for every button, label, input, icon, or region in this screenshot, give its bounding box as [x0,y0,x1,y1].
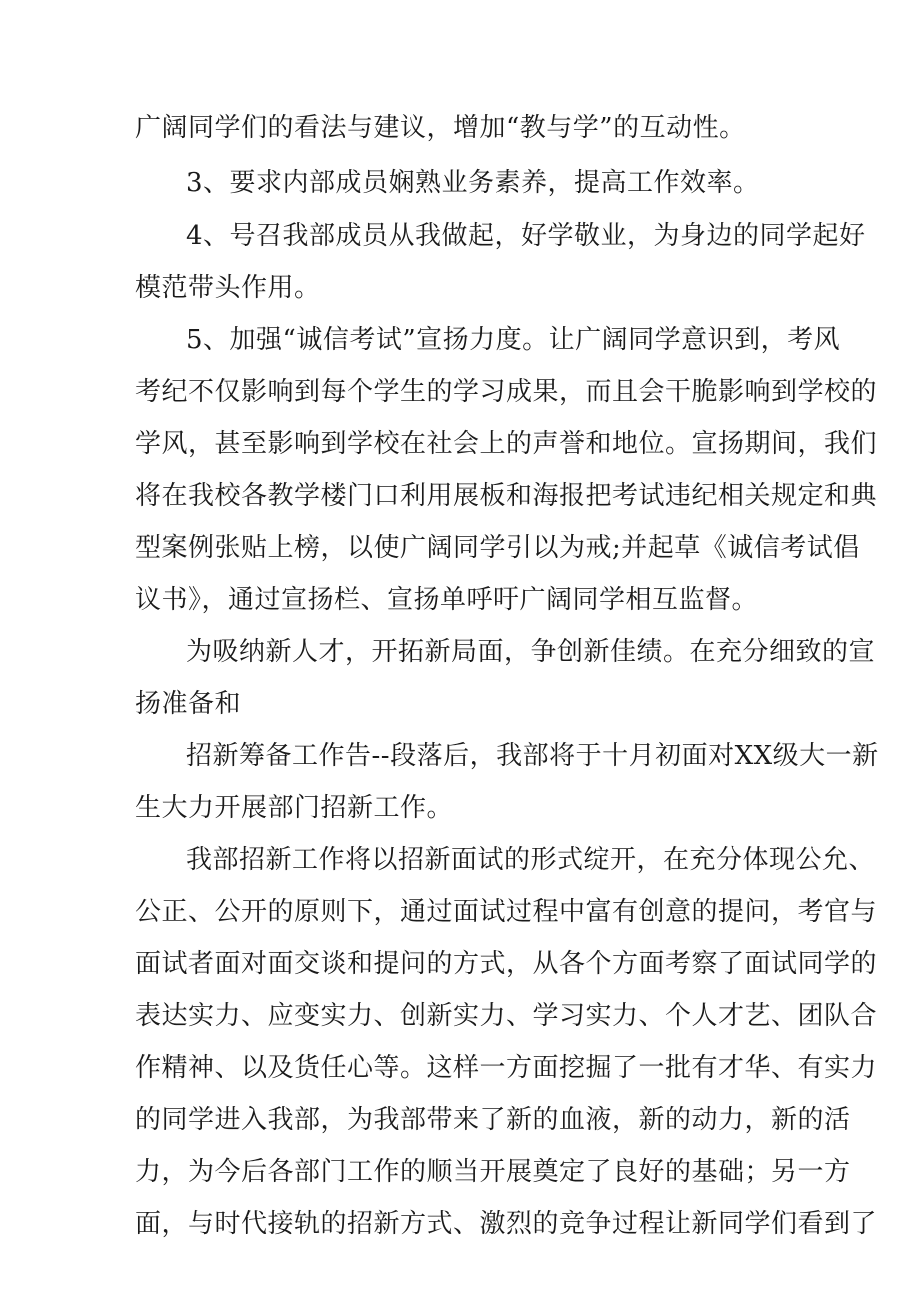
text-line: 为吸纳新人才，开拓新局面，争创新佳绩。在充分细致的宣 [186,637,876,667]
text-line: 学风，甚至影响到学校在社会上的声誉和地位。宣扬期间，我们 [135,429,878,459]
text-line: 广阔同学们的看法与建议，增加“教与学”的互动性。 [135,113,746,143]
text-line: 面，与时代接轨的招新方式、激烈的竞争过程让新同学们看到了 [135,1209,878,1239]
text-line: 作精神、以及货任心等。这样一方面挖掘了一批有才华、有实力 [135,1053,878,1083]
text-line: 考纪不仅影响到每个学生的学习成果，而且会干脆影响到学校的 [135,377,878,407]
text-line: 我部招新工作将以招新面试的形式绽开，在充分体现公允、 [186,845,876,875]
text-line: 公正、公开的原则下，通过面试过程中富有创意的提问，考官与 [135,897,878,927]
text-line: 表达实力、应变实力、创新实力、学习实力、个人才艺、团队合 [135,1001,878,1031]
text-line: 招新筹备工作告--段落后，我部将于十月初面对XX级大一新 [186,741,879,771]
text-line: 3、要求内部成员娴熟业务素养，提高工作效率。 [186,168,760,198]
text-line: 模范带头作用。 [135,273,321,303]
text-line: 生大力开展部门招新工作。 [135,793,454,823]
text-line: 扬准备和 [135,689,242,719]
text-line: 4、号召我部成员从我做起，好学敬业，为身边的同学起好 [186,221,866,251]
text-line: 面试者面对面交谈和提问的方式，从各个方面考察了面试同学的 [135,949,878,979]
text-line: 的同学进入我部，为我部带来了新的血液，新的动力，新的活 [135,1105,851,1135]
text-line: 将在我校各教学楼门口利用展板和海报把考试违纪相关规定和典 [135,481,878,511]
text-line: 型案例张贴上榜，以使广阔同学引以为戒;并起草《诚信考试倡 [135,533,860,563]
text-line: 力，为今后各部门工作的顺当开展奠定了良好的基础；另一方 [135,1157,851,1187]
text-line: 5、加强“诚信考试”宣扬力度。让广阔同学意识到，考风 [186,325,841,355]
text-line: 议书》，通过宣扬栏、宣扬单呼吁广阔同学相互监督。 [135,585,759,615]
